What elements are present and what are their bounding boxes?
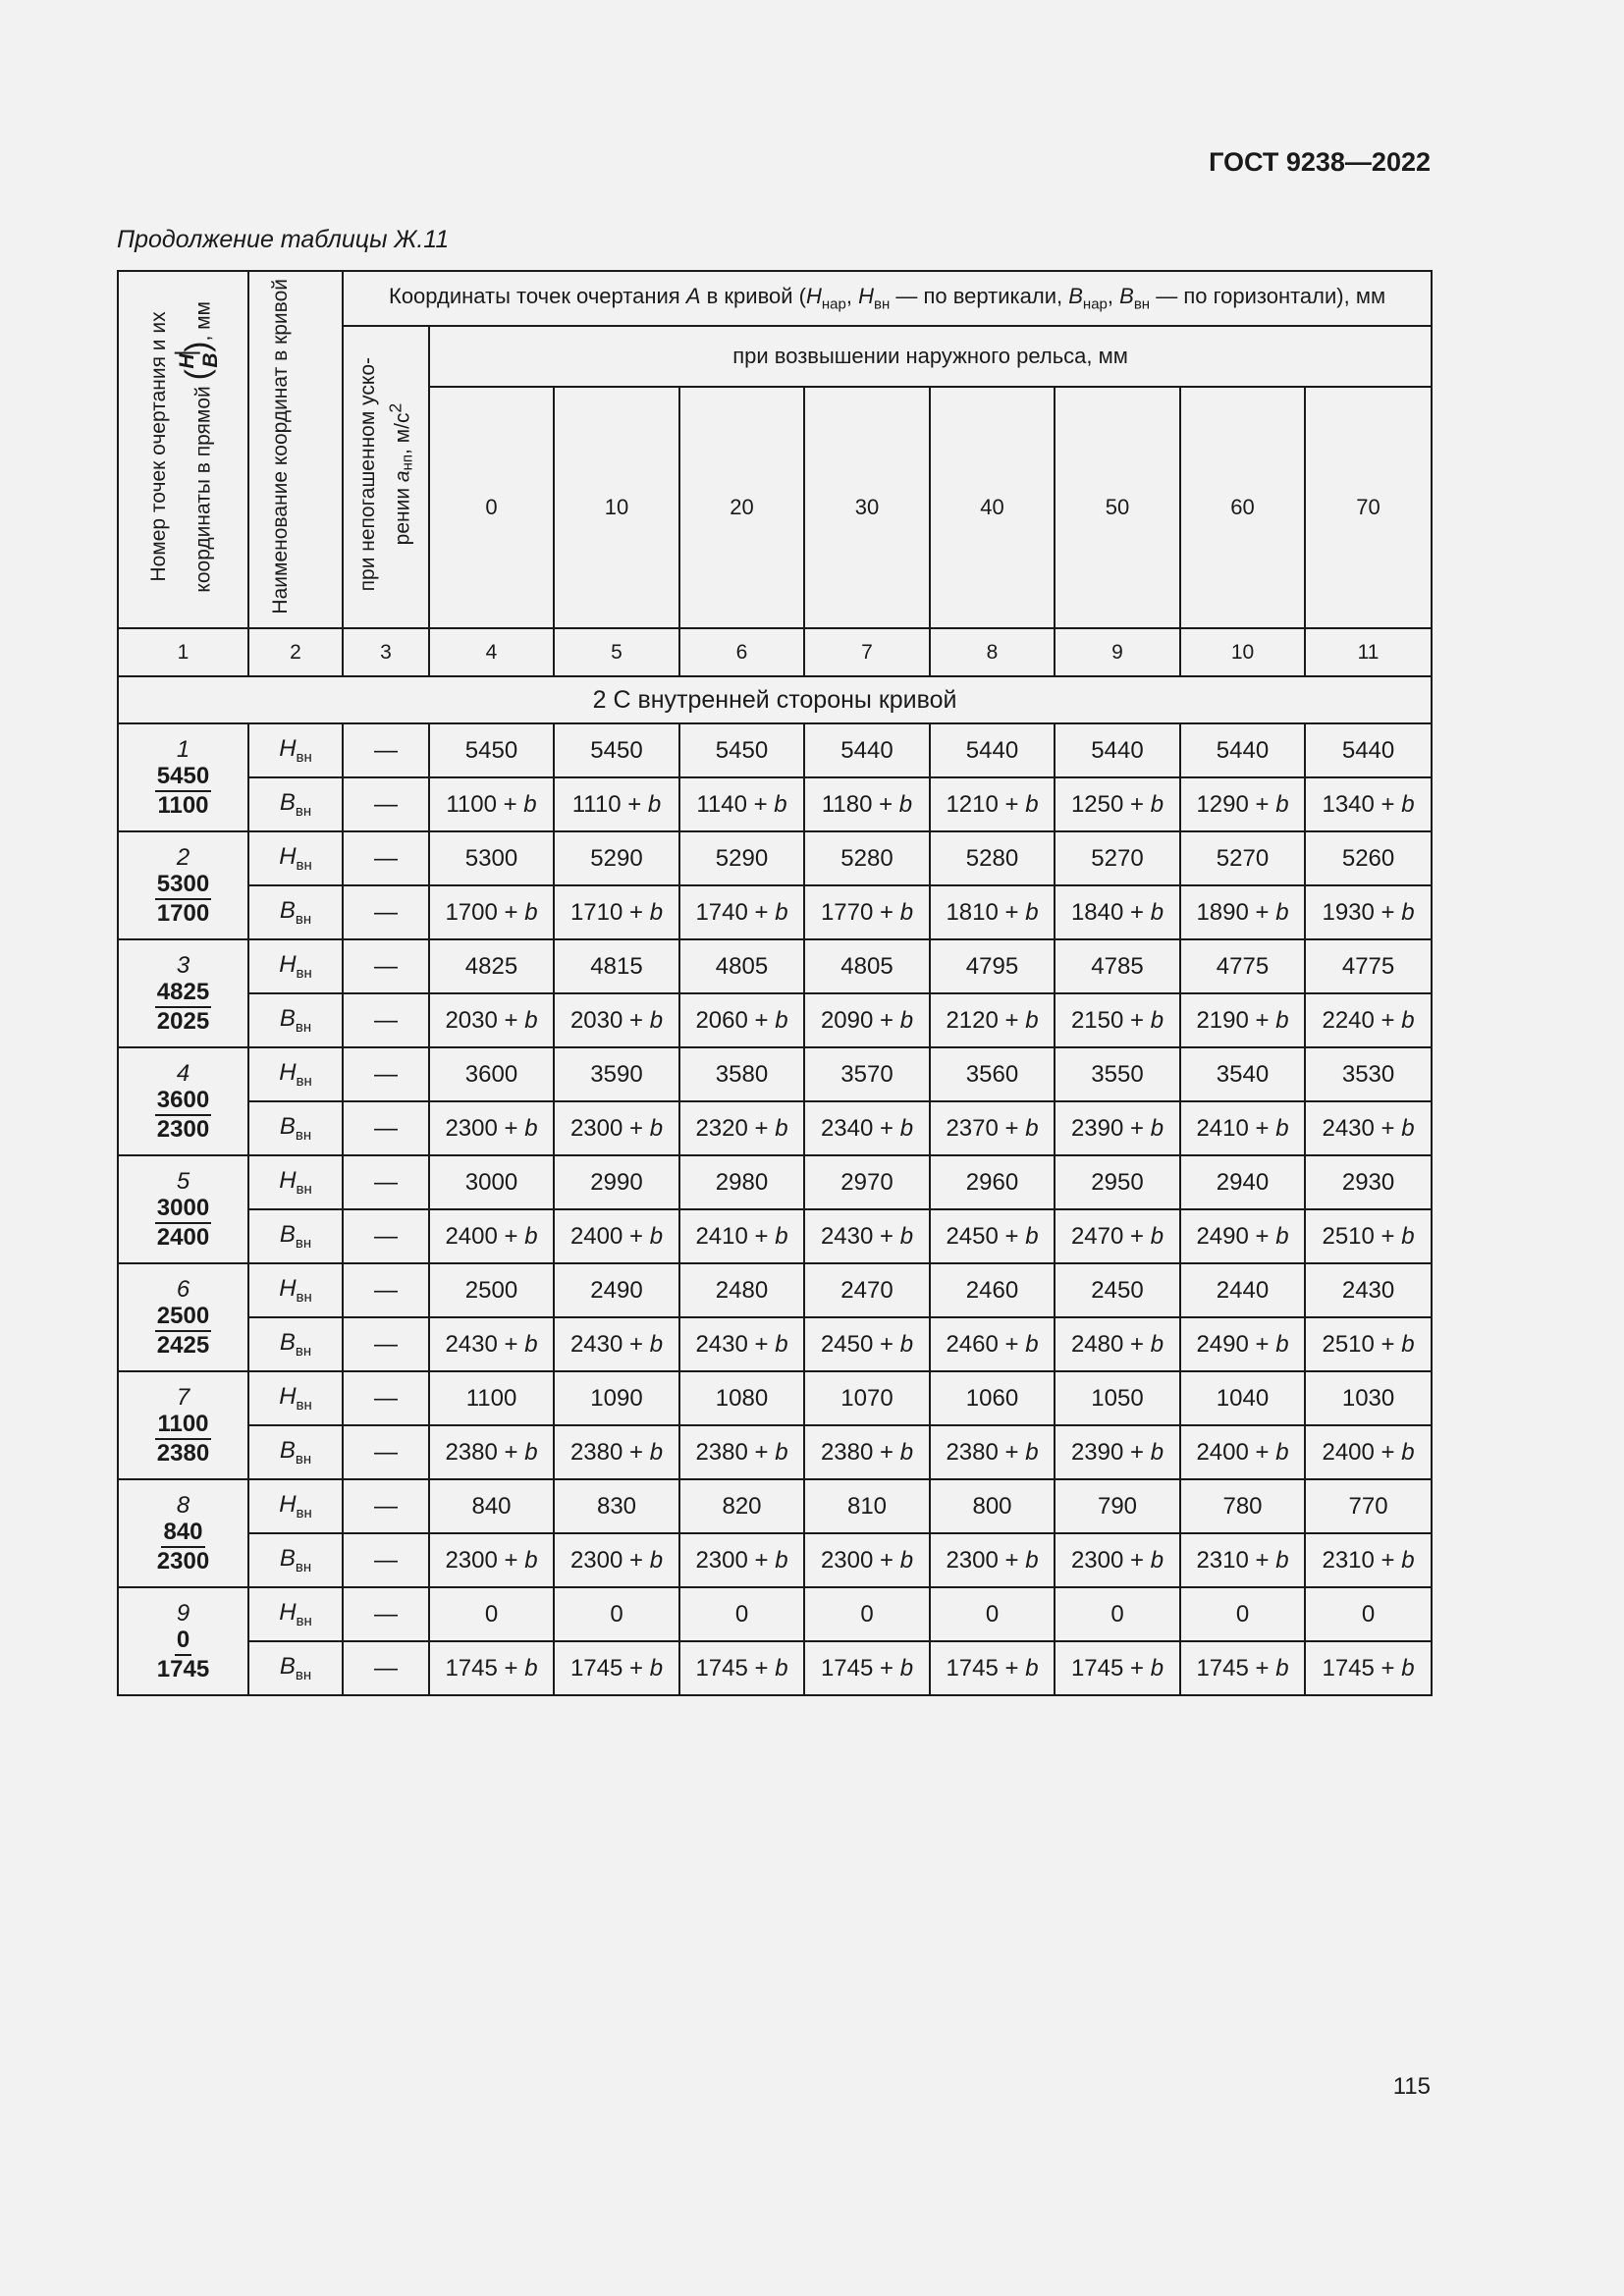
h-value: 2450 <box>1055 1263 1180 1317</box>
table-row <box>118 1425 1432 1479</box>
b-value: 2430 + b <box>554 1317 679 1371</box>
point-b-coordinate: 2425 <box>156 1331 210 1359</box>
b-value: 2410 + b <box>1180 1101 1305 1155</box>
h-value: 4805 <box>804 939 930 993</box>
document-code: ГОСТ 9238—2022 <box>1209 147 1431 177</box>
point-h-coordinate: 1100 <box>155 1411 210 1440</box>
elevation-header-30: 30 <box>804 387 930 628</box>
table-row <box>118 1479 1432 1533</box>
h-value: 0 <box>554 1587 679 1641</box>
table-row <box>118 723 1432 777</box>
acceleration-value: — <box>343 1155 429 1209</box>
coord-name-h: $H_{вн}$ <box>248 1479 343 1533</box>
h-value: 4775 <box>1305 939 1432 993</box>
h-value: 3580 <box>679 1047 804 1101</box>
coord-name-b: $B_{вн}$ <box>248 885 343 939</box>
b-value: 2400 + b <box>554 1209 679 1263</box>
h-value: 2940 <box>1180 1155 1305 1209</box>
column-number: 7 <box>804 628 930 676</box>
coordinates-table <box>117 270 1433 1696</box>
h-value: 0 <box>930 1587 1055 1641</box>
b-value: 1250 + b <box>1055 777 1180 831</box>
b-value: 1745 + b <box>679 1641 804 1695</box>
b-value: 2150 + b <box>1055 993 1180 1047</box>
elevation-header-0: 0 <box>429 387 554 628</box>
acceleration-value: — <box>343 1587 429 1641</box>
b-value: 1770 + b <box>804 885 930 939</box>
b-value: 2400 + b <box>429 1209 554 1263</box>
h-value: 0 <box>804 1587 930 1641</box>
acceleration-value: — <box>343 1047 429 1101</box>
point-h-coordinate: 3000 <box>155 1195 211 1224</box>
b-value: 2370 + b <box>930 1101 1055 1155</box>
b-value: 1710 + b <box>554 885 679 939</box>
table-row <box>118 777 1432 831</box>
point-number: 6 <box>176 1275 190 1303</box>
acceleration-value: — <box>343 1425 429 1479</box>
b-value: 2390 + b <box>1055 1101 1180 1155</box>
h-value: 5280 <box>804 831 930 885</box>
column-number: 8 <box>930 628 1055 676</box>
b-value: 1340 + b <box>1305 777 1432 831</box>
point-number: 9 <box>176 1599 190 1627</box>
b-value: 1180 + b <box>804 777 930 831</box>
point-h-coordinate: 5300 <box>155 871 211 900</box>
point-cell <box>118 1047 248 1155</box>
b-value: 2030 + b <box>429 993 554 1047</box>
b-value: 2400 + b <box>1180 1425 1305 1479</box>
header-coordinates: Координаты точек очертания A в кривой ($H_{нар}$, $H_{вн}$ — по вертикали, $B_{нар}$, $B_{вн}$ — по горизонтали), мм <box>343 271 1432 326</box>
table-row <box>118 1587 1432 1641</box>
b-value: 2450 + b <box>804 1317 930 1371</box>
h-value: 3570 <box>804 1047 930 1101</box>
point-cell <box>118 1587 248 1695</box>
acceleration-value: — <box>343 1263 429 1317</box>
point-b-coordinate: 2300 <box>156 1115 210 1143</box>
b-value: 2450 + b <box>930 1209 1055 1263</box>
point-b-coordinate: 2025 <box>156 1007 210 1035</box>
point-h-coordinate: 4825 <box>155 979 211 1008</box>
point-b-coordinate: 1100 <box>157 791 209 819</box>
acceleration-value: — <box>343 1371 429 1425</box>
b-value: 2300 + b <box>554 1533 679 1587</box>
table-caption: Продолжение таблицы Ж.11 <box>117 226 450 253</box>
table-row <box>118 1263 1432 1317</box>
acceleration-value: — <box>343 1101 429 1155</box>
point-number: 7 <box>176 1383 190 1411</box>
point-number: 8 <box>176 1491 190 1519</box>
acceleration-value: — <box>343 885 429 939</box>
acceleration-value: — <box>343 723 429 777</box>
b-value: 1745 + b <box>1055 1641 1180 1695</box>
acceleration-value: — <box>343 1641 429 1695</box>
point-cell <box>118 723 248 831</box>
h-value: 5440 <box>1305 723 1432 777</box>
b-value: 2300 + b <box>429 1533 554 1587</box>
h-value: 2430 <box>1305 1263 1432 1317</box>
column-number: 11 <box>1305 628 1432 676</box>
coord-name-b: $B_{вн}$ <box>248 1101 343 1155</box>
point-b-coordinate: 2380 <box>156 1439 210 1467</box>
header-rail-elevation: при возвышении наружного рельса, мм <box>429 326 1432 387</box>
b-value: 1745 + b <box>930 1641 1055 1695</box>
b-value: 2380 + b <box>679 1425 804 1479</box>
point-cell <box>118 1263 248 1371</box>
column-number: 5 <box>554 628 679 676</box>
b-value: 2030 + b <box>554 993 679 1047</box>
point-number: 5 <box>176 1167 190 1195</box>
h-value: 770 <box>1305 1479 1432 1533</box>
h-value: 840 <box>429 1479 554 1533</box>
elevation-header-40: 40 <box>930 387 1055 628</box>
elevation-header-20: 20 <box>679 387 804 628</box>
h-value: 2950 <box>1055 1155 1180 1209</box>
h-value: 2990 <box>554 1155 679 1209</box>
h-value: 5270 <box>1180 831 1305 885</box>
b-value: 2240 + b <box>1305 993 1432 1047</box>
b-value: 2190 + b <box>1180 993 1305 1047</box>
table-row <box>118 939 1432 993</box>
point-h-coordinate: 2500 <box>155 1303 211 1332</box>
h-value: 0 <box>429 1587 554 1641</box>
acceleration-value: — <box>343 777 429 831</box>
h-value: 5280 <box>930 831 1055 885</box>
table-row <box>118 1101 1432 1155</box>
h-value: 2970 <box>804 1155 930 1209</box>
column-number: 6 <box>679 628 804 676</box>
h-value: 1040 <box>1180 1371 1305 1425</box>
b-value: 1740 + b <box>679 885 804 939</box>
h-value: 1090 <box>554 1371 679 1425</box>
b-value: 2310 + b <box>1305 1533 1432 1587</box>
page-number: 115 <box>1392 2073 1431 2100</box>
header-coordinate-name: Наименование координат в кривой <box>248 271 343 628</box>
h-value: 5290 <box>679 831 804 885</box>
h-value: 5440 <box>930 723 1055 777</box>
point-b-coordinate: 2300 <box>156 1547 210 1575</box>
h-value: 5450 <box>429 723 554 777</box>
h-value: 4815 <box>554 939 679 993</box>
point-cell <box>118 831 248 939</box>
h-value: 4785 <box>1055 939 1180 993</box>
b-value: 2410 + b <box>679 1209 804 1263</box>
b-value: 2120 + b <box>930 993 1055 1047</box>
b-value: 2380 + b <box>554 1425 679 1479</box>
h-value: 2470 <box>804 1263 930 1317</box>
point-h-coordinate: 5450 <box>155 763 211 792</box>
coord-name-b: $B_{вн}$ <box>248 777 343 831</box>
point-h-coordinate: 3600 <box>155 1087 211 1116</box>
table-row <box>118 1371 1432 1425</box>
coord-name-h: $H_{вн}$ <box>248 831 343 885</box>
coord-name-h: $H_{вн}$ <box>248 1047 343 1101</box>
b-value: 2430 + b <box>679 1317 804 1371</box>
h-value: 2480 <box>679 1263 804 1317</box>
h-value: 5300 <box>429 831 554 885</box>
h-value: 5260 <box>1305 831 1432 885</box>
b-value: 1700 + b <box>429 885 554 939</box>
b-value: 2060 + b <box>679 993 804 1047</box>
b-value: 1290 + b <box>1180 777 1305 831</box>
column-number: 1 <box>118 628 248 676</box>
h-value: 4805 <box>679 939 804 993</box>
point-cell <box>118 1479 248 1587</box>
h-value: 5440 <box>1180 723 1305 777</box>
b-value: 2380 + b <box>804 1425 930 1479</box>
h-value: 5450 <box>554 723 679 777</box>
b-value: 1745 + b <box>804 1641 930 1695</box>
point-b-coordinate: 1700 <box>156 899 210 927</box>
h-value: 1030 <box>1305 1371 1432 1425</box>
b-value: 2380 + b <box>930 1425 1055 1479</box>
table-row <box>118 1317 1432 1371</box>
coord-name-b: $B_{вн}$ <box>248 1533 343 1587</box>
h-value: 1080 <box>679 1371 804 1425</box>
h-value: 4795 <box>930 939 1055 993</box>
h-value: 3560 <box>930 1047 1055 1101</box>
h-value: 1060 <box>930 1371 1055 1425</box>
h-value: 0 <box>1305 1587 1432 1641</box>
h-value: 1070 <box>804 1371 930 1425</box>
b-value: 2390 + b <box>1055 1425 1180 1479</box>
h-value: 3550 <box>1055 1047 1180 1101</box>
coord-name-h: $H_{вн}$ <box>248 1371 343 1425</box>
b-value: 1745 + b <box>1305 1641 1432 1695</box>
b-value: 2320 + b <box>679 1101 804 1155</box>
elevation-header-70: 70 <box>1305 387 1432 628</box>
b-value: 2090 + b <box>804 993 930 1047</box>
h-value: 2980 <box>679 1155 804 1209</box>
point-b-coordinate: 2400 <box>156 1223 210 1251</box>
h-value: 3530 <box>1305 1047 1432 1101</box>
b-value: 1210 + b <box>930 777 1055 831</box>
acceleration-value: — <box>343 1533 429 1587</box>
h-value: 5440 <box>804 723 930 777</box>
table-row <box>118 1047 1432 1101</box>
h-value: 3000 <box>429 1155 554 1209</box>
h-value: 3590 <box>554 1047 679 1101</box>
table-row <box>118 1533 1432 1587</box>
point-h-coordinate: 840 <box>161 1519 204 1548</box>
point-cell <box>118 939 248 1047</box>
coord-name-b: $B_{вн}$ <box>248 993 343 1047</box>
coord-name-h: $H_{вн}$ <box>248 939 343 993</box>
b-value: 1745 + b <box>429 1641 554 1695</box>
coord-name-b: $B_{вн}$ <box>248 1425 343 1479</box>
h-value: 3600 <box>429 1047 554 1101</box>
coord-name-b: $B_{вн}$ <box>248 1317 343 1371</box>
b-value: 2300 + b <box>429 1101 554 1155</box>
b-value: 1810 + b <box>930 885 1055 939</box>
h-value: 2960 <box>930 1155 1055 1209</box>
coord-name-b: $B_{вн}$ <box>248 1641 343 1695</box>
acceleration-value: — <box>343 993 429 1047</box>
b-value: 2430 + b <box>429 1317 554 1371</box>
b-value: 2460 + b <box>930 1317 1055 1371</box>
table-row <box>118 993 1432 1047</box>
h-value: 5290 <box>554 831 679 885</box>
column-number: 3 <box>343 628 429 676</box>
elevation-header-60: 60 <box>1180 387 1305 628</box>
b-value: 1110 + b <box>554 777 679 831</box>
b-value: 2300 + b <box>554 1101 679 1155</box>
table-row <box>118 1209 1432 1263</box>
header-unbalanced-acceleration: при непогашенном уско- рении $a_{нп}$, $м/с^2$ <box>343 326 429 628</box>
coord-name-h: $H_{вн}$ <box>248 1155 343 1209</box>
b-value: 2480 + b <box>1055 1317 1180 1371</box>
coord-name-b: $B_{вн}$ <box>248 1209 343 1263</box>
b-value: 2310 + b <box>1180 1533 1305 1587</box>
h-value: 810 <box>804 1479 930 1533</box>
b-value: 1745 + b <box>1180 1641 1305 1695</box>
h-value: 0 <box>1180 1587 1305 1641</box>
column-number: 4 <box>429 628 554 676</box>
h-value: 1100 <box>429 1371 554 1425</box>
b-value: 2400 + b <box>1305 1425 1432 1479</box>
b-value: 2300 + b <box>1055 1533 1180 1587</box>
h-value: 790 <box>1055 1479 1180 1533</box>
h-value: 800 <box>930 1479 1055 1533</box>
point-cell <box>118 1155 248 1263</box>
b-value: 1890 + b <box>1180 885 1305 939</box>
h-value: 830 <box>554 1479 679 1533</box>
h-value: 3540 <box>1180 1047 1305 1101</box>
b-value: 2490 + b <box>1180 1317 1305 1371</box>
table-row <box>118 885 1432 939</box>
b-value: 1140 + b <box>679 777 804 831</box>
h-value: 4775 <box>1180 939 1305 993</box>
b-value: 2300 + b <box>930 1533 1055 1587</box>
table-row <box>118 1155 1432 1209</box>
b-value: 2300 + b <box>679 1533 804 1587</box>
b-value: 1930 + b <box>1305 885 1432 939</box>
h-value: 0 <box>1055 1587 1180 1641</box>
b-value: 2470 + b <box>1055 1209 1180 1263</box>
section-title: 2 С внутренней стороны кривой <box>118 676 1432 723</box>
h-value: 4825 <box>429 939 554 993</box>
acceleration-value: — <box>343 831 429 885</box>
h-value: 5270 <box>1055 831 1180 885</box>
h-value: 2440 <box>1180 1263 1305 1317</box>
b-value: 1840 + b <box>1055 885 1180 939</box>
h-value: 780 <box>1180 1479 1305 1533</box>
acceleration-value: — <box>343 1479 429 1533</box>
b-value: 2430 + b <box>804 1209 930 1263</box>
h-value: 820 <box>679 1479 804 1533</box>
elevation-header-10: 10 <box>554 387 679 628</box>
point-cell <box>118 1371 248 1479</box>
b-value: 2490 + b <box>1180 1209 1305 1263</box>
h-value: 2930 <box>1305 1155 1432 1209</box>
point-number: 3 <box>176 951 190 979</box>
h-value: 5440 <box>1055 723 1180 777</box>
b-value: 2430 + b <box>1305 1101 1432 1155</box>
point-h-coordinate: 0 <box>175 1627 191 1656</box>
b-value: 1100 + b <box>429 777 554 831</box>
b-value: 2340 + b <box>804 1101 930 1155</box>
b-value: 2380 + b <box>429 1425 554 1479</box>
table-row <box>118 831 1432 885</box>
h-value: 2490 <box>554 1263 679 1317</box>
b-value: 2510 + b <box>1305 1209 1432 1263</box>
table-row <box>118 1641 1432 1695</box>
column-number: 2 <box>248 628 343 676</box>
h-value: 1050 <box>1055 1371 1180 1425</box>
column-number: 9 <box>1055 628 1180 676</box>
acceleration-value: — <box>343 1209 429 1263</box>
b-value: 2510 + b <box>1305 1317 1432 1371</box>
point-number: 2 <box>176 843 190 871</box>
coord-name-h: $H_{вн}$ <box>248 1263 343 1317</box>
point-number: 1 <box>176 735 190 763</box>
elevation-header-50: 50 <box>1055 387 1180 628</box>
h-value: 2500 <box>429 1263 554 1317</box>
coord-name-h: $H_{вн}$ <box>248 723 343 777</box>
h-value: 2460 <box>930 1263 1055 1317</box>
header-point-number: Номер точек очертания и их координаты в прямой ( H B ), мм <box>118 271 248 628</box>
acceleration-value: — <box>343 939 429 993</box>
point-b-coordinate: 1745 <box>156 1655 210 1682</box>
point-number: 4 <box>176 1059 190 1087</box>
b-value: 2300 + b <box>804 1533 930 1587</box>
h-value: 5450 <box>679 723 804 777</box>
column-number: 10 <box>1180 628 1305 676</box>
coord-name-h: $H_{вн}$ <box>248 1587 343 1641</box>
h-value: 0 <box>679 1587 804 1641</box>
acceleration-value: — <box>343 1317 429 1371</box>
b-value: 1745 + b <box>554 1641 679 1695</box>
